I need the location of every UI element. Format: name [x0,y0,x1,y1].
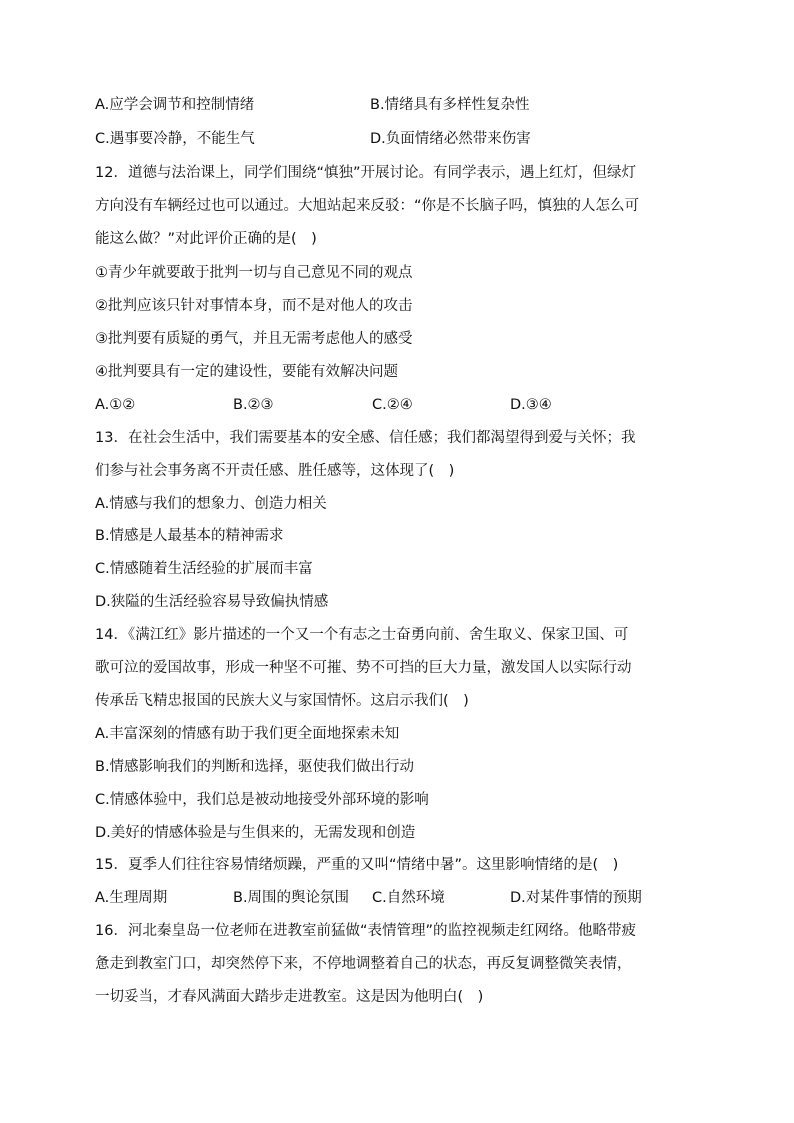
q12-statement-1: ①青少年就要敢于批判一切与自己意见不同的观点 [95,265,413,281]
q14-option-d: D.美好的情感体验是与生俱来的，无需发现和创造 [95,825,416,841]
q13-option-c: C.情感随着生活经验的扩展而丰富 [95,561,313,577]
q14-option-b: B.情感影响我们的判断和选择，驱使我们做出行动 [95,759,415,775]
q16-stem-line-2: 惫走到教室门口，却突然停下来，不停地调整着自己的状态，再反复调整微笑表情， [95,956,632,972]
q14-option-a: A.丰富深刻的情感有助于我们更全面地探索未知 [95,726,400,742]
q15-option-d: D.对某件事情的预期 [510,890,642,906]
q12-statement-2: ②批判应该只针对事情本身，而不是对他人的攻击 [95,298,413,314]
q14-stem-line-3: 传承岳飞精忠报国的民族大义与家国情怀。这启示我们( ) [95,693,469,709]
q12-option-a: A.①② [95,397,136,413]
q13-option-b: B.情感是人最基本的精神需求 [95,528,284,544]
q14-option-c: C.情感体验中，我们总是被动地接受外部环境的影响 [95,792,429,808]
q13-option-a: A.情感与我们的想象力、创造力相关 [95,496,327,512]
q12-stem-line-1: 12．道德与法治课上，同学们围绕“慎独”开展讨论。有同学表示，遇上红灯，但绿灯 [95,165,636,181]
q13-stem-line-2: 们参与社会事务离不开责任感、胜任感等，这体现了( ) [95,463,455,479]
q16-stem-line-1: 16．河北秦皇岛一位老师在进教室前猛做“表情管理”的监控视频走红网络。他略带疲 [95,923,636,939]
q14-stem-line-1: 14．《满江红》影片描述的一个又一个有志之士奋勇向前、舍生取义、保家卫国、可 [95,627,629,643]
q12-stem-line-2: 方向没有车辆经过也可以通过。大旭站起来反驳：“你是不长脑子吗，慎独的人怎么可 [95,198,640,214]
q12-option-c: C.②④ [372,397,413,413]
q14-stem-line-2: 歌可泣的爱国故事，形成一种坚不可摧、势不可挡的巨大力量，激发国人以实际行动 [95,660,632,676]
q15-option-b: B.周围的舆论氛围 [233,890,350,906]
q12-option-b: B.②③ [233,397,274,413]
q15-option-c: C.自然环境 [372,890,445,906]
q12-stem-line-3: 能这么做？”对此评价正确的是( ) [95,231,317,247]
q13-stem-line-1: 13．在社会生活中，我们需要基本的安全感、信任感；我们都渴望得到爱与关怀；我 [95,430,636,446]
q12-statement-4: ④批判要具有一定的建设性，要能有效解决问题 [95,364,398,380]
q11-option-c: C.遇事要冷静，不能生气 [95,131,255,147]
q15-option-a: A.生理周期 [95,890,168,906]
q11-option-b: B.情绪具有多样性复杂性 [370,97,530,113]
q11-option-a: A.应学会调节和控制情绪 [95,97,255,113]
q12-option-d: D.③④ [510,397,552,413]
q16-stem-line-3: 一切妥当，才春风满面大踏步走进教室。这是因为他明白( ) [95,989,484,1005]
q13-option-d: D.狭隘的生活经验容易导致偏执情感 [95,594,329,610]
q11-option-d: D.负面情绪必然带来伤害 [370,131,531,147]
q15-stem-line-1: 15．夏季人们往往容易情绪烦躁，严重的又叫“情绪中暑”。这里影响情绪的是( ) [95,857,619,873]
q12-statement-3: ③批判要有质疑的勇气，并且无需考虑他人的感受 [95,331,413,347]
